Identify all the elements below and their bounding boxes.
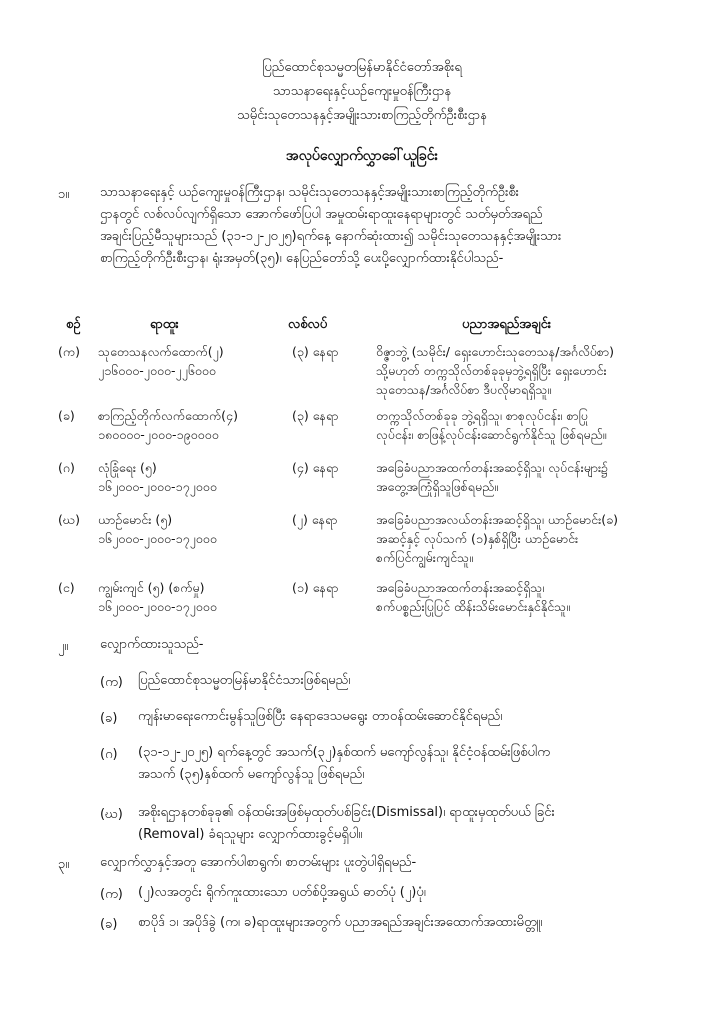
section-1-number: ၁။	[58, 187, 70, 202]
qualification-line: အတွေ့အကြုံရှိသူဖြစ်ရမည်။	[376, 479, 498, 494]
table-row-post	[98, 578, 217, 616]
salary-scale: ၁၆၂၀၀၀-၂၀၀၀-၁၇၂၀၀၀	[98, 599, 217, 614]
table-row-no: (ခ)	[58, 408, 75, 423]
paragraph-line: အချင်းပြည့်မီသူများသည် (၃၁-၁၂-၂၀၂၅)ရက်နေ့ နောက်ဆုံးထား၍ သမိုင်းသုတေသနနှင့်အမျိုးသား	[100, 229, 562, 244]
list-item: စာပိုဒ် ၁၊ အပိုဒ်ခွဲ (က၊ ခ)ရာထူးများအတွက် ပညာအရည်အချင်းအထောက်အထားမိတ္တူ၊	[138, 915, 543, 930]
paragraph-line: သာသနာရေးနှင့် ယဉ်ကျေးမှုဝန်ကြီးဌာန၊ သမိုင်းသုတေသနနှင့်အမျိုးသားစာကြည့်တိုက်ဦးစီး	[100, 185, 519, 200]
table-row-vacancy: (၃) နေရာ	[292, 408, 339, 423]
section-3-number: ၃။	[58, 857, 70, 872]
page-title: အလုပ်လျှောက်လွှာခေါ်ယူခြင်း	[285, 148, 439, 164]
list-item: ကျန်းမာရေးကောင်းမွန်သူဖြစ်ပြီး နေရာဒေသမရွေး တာဝန်ထမ်းဆောင်နိုင်ရမည်၊	[138, 709, 503, 724]
table-row-qualification	[376, 578, 570, 616]
paragraph-line: စာကြည့်တိုက်ဦးစီးဌာန၊ ရုံးအမှတ်(၃၅)၊ နေပြည်တော်သို့ ပေးပို့လျှောက်ထားနိုင်ပါသည်-	[100, 251, 504, 266]
section-2-number: ၂။	[58, 639, 69, 654]
header-department: သမိုင်းသုတေသနနှင့်အမျိုးသားစာကြည့်တိုက်ဦးစီးဌာန	[237, 108, 487, 123]
qualification-line: လုပ်ငန်း၊ စာဖြန့်လုပ်ငန်းဆောင်ရွက်နိုင်သူ ဖြစ်ရမည်။	[376, 427, 607, 442]
table-row-no: (ဃ)	[58, 512, 80, 527]
table-row-post	[98, 406, 238, 444]
qualification-line: အဆင့်နှင့် လုပ်သက် (၁)နှစ်ရှိပြီး ယာဉ်မောင်း	[376, 531, 579, 546]
paragraph-line: ဌာနတွင် လစ်လပ်လျက်ရှိသော အောက်ဖော်ပြပါ အမှုထမ်းရာထူးနေရာများတွင် သတ်မှတ်အရည်	[100, 207, 543, 222]
salary-scale: ၂၁၆၀၀၀-၂၀၀၀-၂၂၆၀၀၀	[98, 363, 216, 378]
list-item	[138, 802, 698, 846]
table-row-no: (ဂ)	[58, 460, 75, 475]
list-item	[138, 742, 698, 786]
header-ministry: သာသနာရေးနှင့်ယဉ်ကျေးမှုဝန်ကြီးဌာန	[272, 84, 452, 99]
table-row-qualification	[376, 406, 606, 444]
qualification-line: သုတေသန/အင်္ဂလိပ်စာ ဒီပလိုမာရရှိသူ။	[376, 382, 552, 397]
post-title: ကျွမ်းကျင် (၅) (စက်မှု)	[98, 580, 205, 595]
table-row-post	[98, 342, 224, 380]
list-item: ပြည်ထောင်စုသမ္မတမြန်မာနိုင်ငံသားဖြစ်ရမည်၊	[138, 673, 351, 688]
qualification-line: အခြေခံပညာအလယ်တန်းအဆင့်ရှိသူ၊ ယာဉ်မောင်း(ခ)	[376, 512, 619, 527]
table-header-qualification: ပညာအရည်အချင်း	[462, 317, 552, 332]
table-row-qualification	[376, 510, 618, 567]
qualification-line: အခြေခံပညာအထက်တန်းအဆင့်ရှိသူ၊ လုပ်ငန်းများ၌	[376, 460, 609, 475]
qualification-line: တက္ကသိုလ်တစ်ခုခု ဘွဲ့ရရှိသူ၊ စာစုလုပ်ငန်း၊ စာပြု	[376, 408, 588, 423]
qualification-line: သို့မဟုတ် တက္ကသိုလ်တစ်ခုခုမှဘွဲ့ရရှိပြီး ရှေးဟောင်း	[376, 363, 607, 378]
post-title: သုတေသနလက်ထောက်(၂)	[98, 344, 224, 359]
post-title: ယာဉ်မောင်း (၅)	[98, 512, 173, 527]
qualification-line: စက်ပစ္စည်းပြုပြင် ထိန်းသိမ်းမောင်းနှင်နိုင်သူ။	[376, 599, 571, 614]
post-title: လုံခြုံရေး (၅)	[98, 460, 157, 475]
section-3-heading: လျှောက်လွှာနှင့်အတူ အောက်ပါစာရွက်၊ စာတမ်းများ ပူးတွဲပါရှိရမည်-	[100, 855, 417, 870]
table-header-post: ရာထူး	[150, 317, 179, 332]
list-item-mark: (ဃ)	[100, 807, 123, 822]
list-item-line: အသက် (၃၅)နှစ်ထက် မကျော်လွန်သူ ဖြစ်ရမည်၊	[138, 767, 365, 782]
salary-scale: ၁၈၀၀၀၀-၂၀၀၀-၁၉၀၀၀၀	[98, 427, 219, 442]
table-row-no: (င)	[58, 580, 75, 595]
table-row-vacancy: (၁) နေရာ	[292, 580, 339, 595]
list-item-mark: (ခ)	[100, 711, 118, 726]
salary-scale: ၁၆၂၀၀၀-၂၀၀၀-၁၇၂၀၀၀	[98, 479, 217, 494]
table-row-qualification	[376, 342, 614, 399]
table-row-qualification	[376, 458, 608, 496]
table-header-no: စဉ်	[66, 317, 81, 332]
list-item: (၂)လအတွင်း ရိုက်ကူးထားသော ပတ်စ်ပို့အရွယ် ဓာတ်ပုံ (၂)ပုံ၊	[138, 885, 426, 900]
list-item-mark: (က)	[100, 675, 123, 690]
salary-scale: ၁၆၂၀၀၀-၂၀၀၀-၁၇၂၀၀၀	[98, 531, 217, 546]
qualification-line: စက်ပြင်ကျွမ်းကျင်သူ။	[376, 550, 473, 565]
post-title: စာကြည့်တိုက်လက်ထောက်(၄)	[98, 408, 238, 423]
table-row-post	[98, 458, 217, 496]
list-item-line: အစိုးရဌာနတစ်ခုခု၏ ဝန်ထမ်းအဖြစ်မှထုတ်ပစ်ခြင်း(Dismissal)၊ ရာထူးမှထုတ်ပယ် ခြင်း	[138, 805, 555, 820]
table-row-vacancy: (၂) နေရာ	[292, 512, 338, 527]
section-1-paragraph	[100, 182, 690, 270]
list-item-line: (Removal) ခံရသူများ လျှောက်ထားခွင့်မရှိပါ။	[138, 827, 363, 842]
qualification-line: ဝိဇ္ဇာဘွဲ့ (သမိုင်း/ ရှေးဟောင်းသုတေသန/အင်္ဂလိပ်စာ)	[376, 344, 614, 359]
list-item-mark: (ဂ)	[100, 747, 118, 762]
qualification-line: အခြေခံပညာအထက်တန်းအဆင့်ရှိသူ၊	[376, 580, 545, 595]
list-item-line: (၃၁-၁၂-၂၀၂၅) ရက်နေ့တွင် အသက်(၃၂)နှစ်ထက် မကျော်လွန်သူ၊ နိုင်ငံ့ဝန်ထမ်းဖြစ်ပါက	[138, 745, 550, 760]
header-government: ပြည်ထောင်စုသမ္မတမြန်မာနိုင်ငံတော်အစိုးရ	[262, 60, 462, 75]
section-2-heading: လျှောက်ထားသူသည်-	[100, 637, 204, 652]
table-row-vacancy: (၃) နေရာ	[292, 344, 339, 359]
table-row-vacancy: (၄) နေရာ	[292, 460, 339, 475]
list-item-mark: (က)	[100, 887, 123, 902]
table-header-vacancy: လစ်လပ်	[288, 317, 328, 332]
list-item-mark: (ခ)	[100, 917, 118, 932]
table-row-post	[98, 510, 217, 548]
table-row-no: (က)	[58, 344, 80, 359]
